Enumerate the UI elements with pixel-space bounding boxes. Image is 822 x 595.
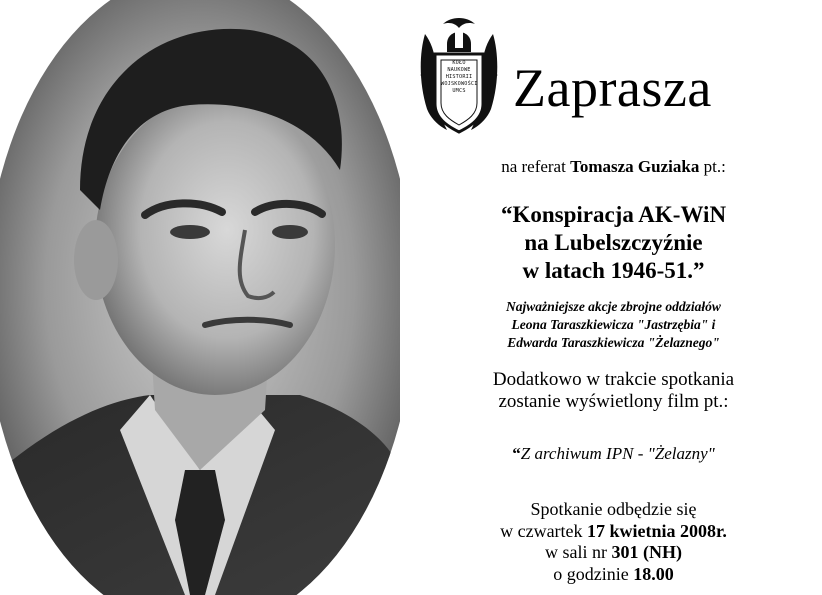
logo-line: NAUKOWE [447, 67, 471, 73]
lecture-title-line: na Lubelszczyźnie [524, 230, 703, 255]
meeting-time: 18.00 [633, 563, 674, 584]
subtitle-line: Edwarda Taraszkiewicza "Żelaznego" [507, 335, 720, 350]
logo-line: WOJSKOWOŚCI [441, 81, 478, 87]
subtitle-line: Najważniejsze akcje zbrojne oddziałów [506, 299, 721, 314]
film-announcement-line: Dodatkowo w trakcie spotkania [492, 369, 735, 390]
invite-suffix: pt.: [699, 157, 726, 176]
speaker-name: Tomasza Guziaka [570, 157, 700, 176]
logo-line: KOŁO [452, 60, 466, 66]
meeting-room: 301 (NH) [611, 542, 682, 562]
invite-prefix: na referat [501, 157, 571, 176]
logo-line: HISTORII [445, 74, 473, 80]
meeting-time-line [405, 564, 822, 586]
meeting-line: Spotkanie odbędzie się [530, 499, 697, 519]
lecture-title-line: w latach 1946-51.” [522, 258, 705, 283]
portrait-photo [0, 0, 400, 595]
meeting-date-line [405, 521, 822, 543]
film-title-text: Z archiwum IPN - "Żelazny" [520, 444, 715, 463]
logo-line: UMCS [452, 88, 466, 94]
club-logo [417, 14, 501, 139]
subtitle-line: Leona Taraszkiewicza "Jastrzębia" i [511, 317, 716, 332]
lecture-title-line: “Konspiracja AK-WiN [500, 202, 727, 227]
poster-text-area [405, 0, 822, 595]
lecture-title [405, 201, 822, 285]
invite-line [405, 156, 822, 178]
logo-text [441, 60, 477, 95]
meeting-room-prefix: w sali nr [545, 542, 612, 562]
meeting-time-prefix: o godzinie [553, 563, 634, 584]
film-title [405, 443, 822, 465]
poster-title: Zaprasza [513, 58, 712, 118]
meeting-date: 17 kwietnia 2008r. [587, 520, 727, 541]
meeting-details [405, 499, 822, 585]
meeting-room-line [405, 542, 822, 564]
film-open-quote: “ [512, 444, 521, 463]
ear [74, 220, 118, 300]
meeting-date-prefix: w czwartek [500, 520, 588, 541]
film-announcement-line: zostanie wyświetlony film pt.: [498, 391, 729, 412]
film-announcement [405, 369, 822, 413]
portrait-illustration [0, 0, 400, 595]
lecture-subtitle [405, 298, 822, 352]
face [95, 95, 335, 395]
